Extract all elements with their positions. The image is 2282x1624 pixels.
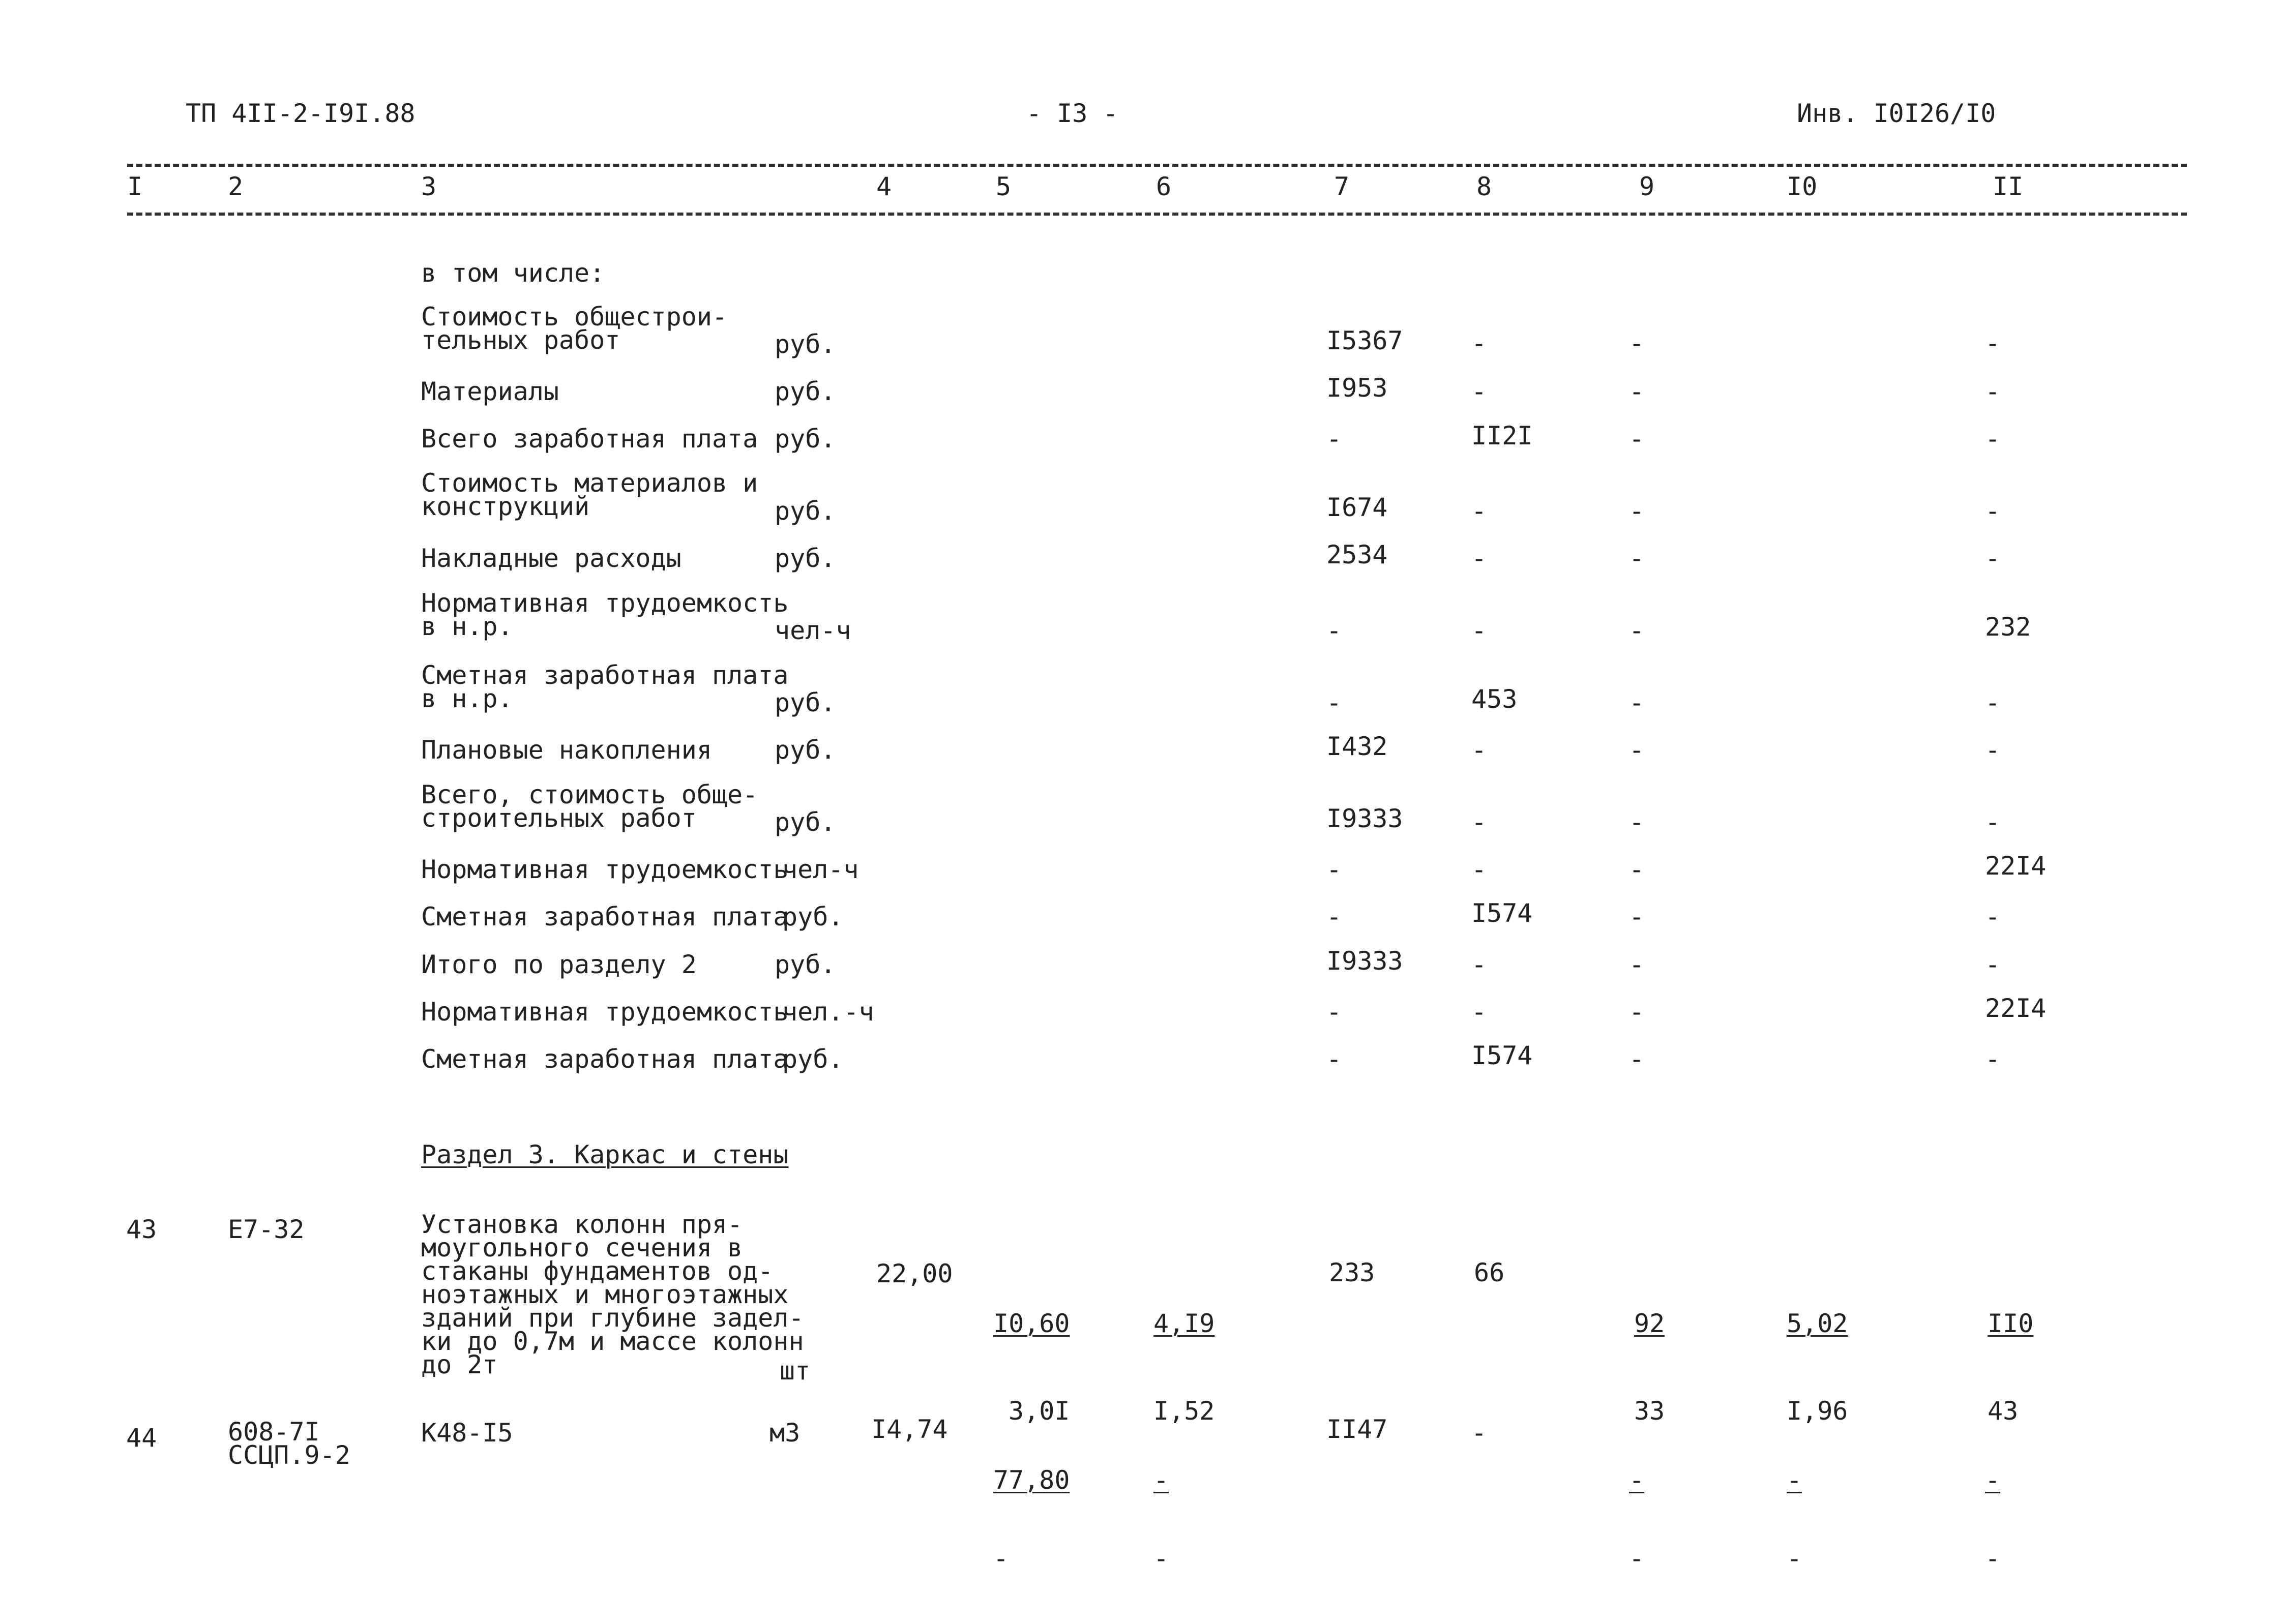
item-desc-line5: зданий при глубине задел- [421, 1303, 804, 1333]
row-col11: 22I4 [1985, 994, 2047, 1023]
row-col7: I9333 [1326, 804, 1403, 833]
item-number: 44 [126, 1423, 157, 1453]
item-col10-bottom: - [1787, 1544, 1802, 1573]
item-col11-bottom: 43 [1988, 1396, 2019, 1426]
row-col7: - [1326, 1044, 1342, 1074]
row-unit: руб. [775, 424, 836, 454]
row-name-line2: строительных работ [421, 803, 697, 833]
row-col9: - [1629, 377, 1645, 406]
row-unit: руб. [775, 544, 836, 573]
row-col11: 232 [1985, 612, 2031, 642]
col-9: 9 [1639, 172, 1655, 201]
row-col9: - [1629, 424, 1645, 454]
col-1: I [127, 172, 143, 201]
col-3: 3 [421, 172, 437, 201]
row-name: Нормативная трудоемкость [421, 997, 789, 1027]
col-8: 8 [1476, 172, 1492, 201]
row-col8: - [1471, 377, 1487, 406]
item-col9-top: - [1629, 1465, 1645, 1495]
row-unit: руб. [775, 329, 836, 359]
row-unit: руб. [782, 902, 844, 931]
row-name-line1: Сметная заработная плата [421, 660, 789, 690]
row-col11: - [1985, 735, 2001, 765]
row-col11: - [1985, 496, 2001, 526]
row-name: Всего заработная плата [421, 424, 758, 454]
row-col11: - [1985, 688, 2001, 717]
row-col8: I574 [1471, 1041, 1533, 1070]
row-col7: - [1326, 616, 1342, 645]
row-col9: - [1629, 328, 1645, 358]
row-name-line1: Нормативная трудоемкость [421, 588, 789, 618]
item-unit: м3 [769, 1418, 801, 1448]
item-number: 43 [126, 1215, 157, 1244]
row-col8: - [1471, 328, 1487, 358]
col-4: 4 [876, 172, 892, 201]
row-col8: 453 [1471, 684, 1518, 714]
row-name-line2: в н.р. [421, 684, 513, 713]
item-col11 [1985, 1417, 2046, 1622]
row-name: Сметная заработная плата [421, 1044, 789, 1074]
item-desc-line7: до 2т [421, 1350, 498, 1379]
row-col8: - [1471, 544, 1487, 573]
row-unit: руб. [775, 496, 836, 526]
row-col8: - [1471, 496, 1487, 526]
item-col6-top: 4,I9 [1153, 1309, 1215, 1338]
item-col10-bottom: I,96 [1787, 1396, 1848, 1426]
row-name-line2: в н.р. [421, 612, 513, 641]
row-col11: - [1985, 1044, 2001, 1074]
row-name: Нормативная трудоемкость [421, 855, 789, 884]
item-col9-bottom: - [1629, 1544, 1645, 1573]
item-col11-bottom: - [1985, 1544, 2001, 1573]
row-col11: - [1985, 328, 2001, 358]
row-col9: - [1629, 688, 1645, 717]
row-col7: - [1326, 688, 1342, 717]
item-col6-top: - [1153, 1465, 1169, 1495]
item-col4: 22,00 [876, 1259, 953, 1288]
item-col7: II47 [1326, 1415, 1388, 1444]
item-col6-bottom: I,52 [1153, 1396, 1215, 1426]
item-col8: - [1471, 1418, 1487, 1448]
col-6: 6 [1156, 172, 1172, 201]
row-col8: - [1471, 855, 1487, 884]
subtitle: в том числе: [421, 258, 605, 288]
item-col4: I4,74 [871, 1415, 948, 1444]
row-col9: - [1629, 616, 1645, 645]
col-11: II [1993, 172, 2024, 201]
row-name: Плановые накопления [421, 735, 712, 765]
col-2: 2 [228, 172, 244, 201]
item-col5-bottom: - [993, 1544, 1009, 1573]
item-col5-bottom: 3,0I [1009, 1396, 1070, 1426]
item-col6 [1153, 1417, 1214, 1622]
col-10: I0 [1787, 172, 1818, 201]
row-name-line1: Стоимость общестрои- [421, 302, 728, 332]
row-col11: - [1985, 807, 2001, 837]
section-title: Раздел 3. Каркас и стены [421, 1140, 789, 1169]
row-col8: I574 [1471, 898, 1533, 928]
row-col11: - [1985, 544, 2001, 573]
row-col9: - [1629, 855, 1645, 884]
row-col7: I953 [1326, 373, 1388, 403]
row-unit: руб. [775, 950, 836, 979]
row-col11: - [1985, 950, 2001, 979]
item-desc-line3: стаканы фундаментов од- [421, 1256, 774, 1286]
row-col9: - [1629, 735, 1645, 765]
item-desc-line4: ноэтажных и многоэтажных [421, 1280, 789, 1309]
item-col5-top: 77,80 [993, 1465, 1070, 1495]
item-col9-bottom: 33 [1634, 1396, 1665, 1426]
row-col8: II2I [1471, 421, 1533, 450]
row-col9: - [1629, 1044, 1645, 1074]
row-name-line1: Стоимость материалов и [421, 468, 758, 498]
row-col11: - [1985, 377, 2001, 406]
row-unit: руб. [775, 688, 836, 717]
row-col7: I5367 [1326, 326, 1403, 355]
item-col7: 233 [1329, 1258, 1375, 1287]
item-code-line1: 608-7I [228, 1417, 320, 1447]
header-rule-top [127, 164, 2187, 167]
col-7: 7 [1334, 172, 1350, 201]
item-col10 [1787, 1417, 1848, 1622]
row-name: Итого по разделу 2 [421, 950, 697, 979]
row-unit: руб. [782, 1044, 844, 1074]
row-unit: чел-ч [782, 855, 859, 884]
row-col8: - [1471, 616, 1487, 645]
row-unit: чел.-ч [782, 997, 874, 1027]
row-name-line2: конструкций [421, 492, 590, 521]
item-col9 [1629, 1417, 1690, 1622]
row-col8: - [1471, 735, 1487, 765]
row-col9: - [1629, 950, 1645, 979]
row-col7: - [1326, 902, 1342, 931]
item-desc-line1: Установка колонн пря- [421, 1210, 743, 1239]
item-col11-top: II0 [1988, 1309, 2034, 1338]
row-col11: 22I4 [1985, 851, 2047, 881]
item-col5-top: I0,60 [993, 1309, 1070, 1338]
row-name-line2: тельных работ [421, 325, 620, 355]
row-col9: - [1629, 496, 1645, 526]
row-name: Материалы [421, 377, 559, 406]
item-col10-top: - [1787, 1465, 1802, 1495]
row-unit: руб. [775, 377, 836, 406]
row-col11: - [1985, 424, 2001, 454]
row-col11: - [1985, 902, 2001, 931]
row-col9: - [1629, 902, 1645, 931]
row-col9: - [1629, 544, 1645, 573]
row-col9: - [1629, 807, 1645, 837]
row-col7: - [1326, 855, 1342, 884]
row-unit: чел-ч [775, 616, 851, 645]
row-col7: 2534 [1326, 540, 1388, 569]
item-col5 [993, 1417, 1070, 1622]
row-unit: руб. [775, 807, 836, 837]
row-col9: - [1629, 997, 1645, 1027]
item-code-line2: ССЦП.9-2 [228, 1440, 350, 1470]
item-unit: шт [780, 1356, 811, 1386]
row-name: Накладные расходы [421, 544, 681, 573]
row-unit: руб. [775, 735, 836, 765]
header-rule-bottom [127, 213, 2187, 216]
item-col8: 66 [1474, 1258, 1505, 1287]
row-name-line1: Всего, стоимость обще- [421, 780, 758, 809]
page-number: - I3 - [1026, 99, 1118, 128]
inventory-number: Инв. I0I26/I0 [1797, 99, 1996, 128]
row-col7: I432 [1326, 732, 1388, 761]
item-col6-bottom: - [1153, 1544, 1169, 1573]
col-5: 5 [996, 172, 1012, 201]
row-col7: I674 [1326, 493, 1388, 522]
item-col10-top: 5,02 [1787, 1309, 1848, 1338]
item-col9-top: 92 [1634, 1309, 1665, 1338]
row-col8: - [1471, 997, 1487, 1027]
item-desc-line6: ки до 0,7м и массе колонн [421, 1327, 804, 1356]
row-col8: - [1471, 950, 1487, 979]
item-desc: К48-I5 [421, 1418, 513, 1448]
row-col7: - [1326, 424, 1342, 454]
item-desc-line2: моугольного сечения в [421, 1233, 743, 1262]
item-code: Е7-32 [228, 1215, 305, 1244]
item-col11-top: - [1985, 1465, 2001, 1495]
document-code: ТП 4II-2-I9I.88 [186, 99, 416, 128]
row-col8: - [1471, 807, 1487, 837]
row-col7: I9333 [1326, 946, 1403, 976]
row-name: Сметная заработная плата [421, 902, 789, 931]
row-col7: - [1326, 997, 1342, 1027]
